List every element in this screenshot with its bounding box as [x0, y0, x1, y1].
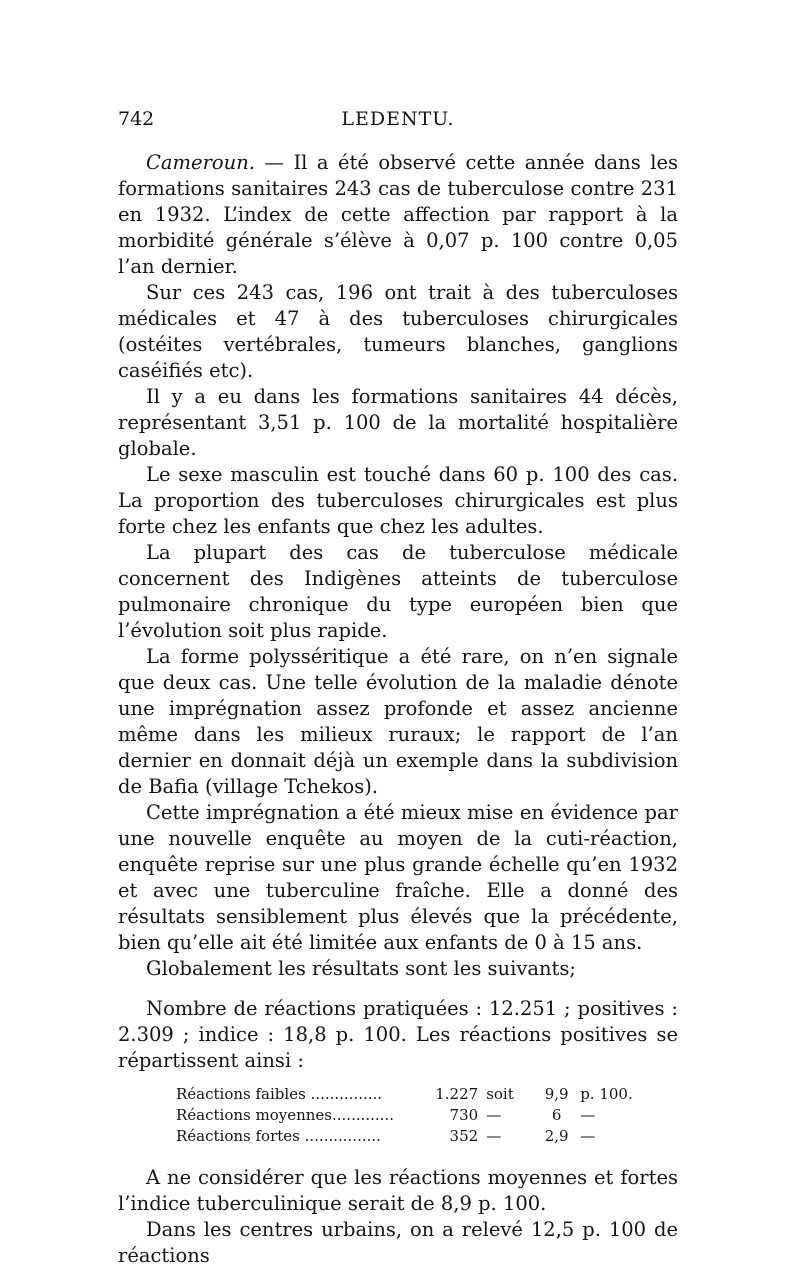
- reaction-label: Réactions faibles ...............: [176, 1085, 383, 1103]
- paragraph-spacer: [118, 982, 678, 996]
- table-row: [176, 1084, 646, 1105]
- paragraph: [118, 800, 678, 956]
- reaction-count: 1.227: [435, 1085, 479, 1103]
- paragraph: [118, 384, 678, 462]
- reaction-count: 352: [449, 1127, 479, 1145]
- reactions-table: [176, 1084, 646, 1147]
- reaction-unit: p. 100.: [580, 1085, 633, 1103]
- paragraph-text: La forme polysséritique a été rare, on n’en signale que deux cas. Une telle évolution de la maladie dénote une imprégnation assez profonde et assez ancienne même dans les milieux ruraux; le rapport de l’an dernier en donnait déjà un exemple dans la subdivision de Bafia (village Tchekos).: [118, 645, 678, 798]
- reaction-count: 730: [449, 1106, 479, 1124]
- paragraph: [118, 150, 678, 280]
- table-row: [176, 1105, 646, 1126]
- paragraph-text: Il y a eu dans les formations sanitaires 44 décès, représentant 3,51 p. 100 de la mortalité hospitalière globale.: [118, 385, 678, 460]
- paragraph-text: A ne considérer que les réactions moyennes et fortes l’indice tuberculinique serait de 8,9 p. 100.: [118, 1166, 678, 1215]
- paragraph: [118, 280, 678, 384]
- reaction-percent: 2,9: [544, 1127, 569, 1145]
- paragraph-text: — Il a été observé cette année dans les formations sanitaires 243 cas de tuberculose contre 231 en 1932. L’index de cette affection par rapport à la morbidité générale s’élève à 0,07 p. 100 contre 0,05 l’an dernier.: [118, 151, 678, 278]
- running-head: LEDENTU.: [341, 108, 455, 130]
- paragraph: [118, 644, 678, 800]
- reaction-percent: 6: [551, 1106, 562, 1124]
- paragraph-text: Globalement les résultats sont les suivants;: [146, 957, 576, 980]
- paragraph-text: Le sexe masculin est touché dans 60 p. 100 des cas. La proportion des tuberculoses chirurgicales est plus forte chez les enfants que chez les adultes.: [118, 463, 678, 538]
- paragraph: [118, 540, 678, 644]
- page-header: [118, 108, 678, 138]
- page-number: 742: [118, 108, 155, 130]
- paragraph: [118, 1217, 678, 1269]
- paragraph: [118, 462, 678, 540]
- paragraph-text: Sur ces 243 cas, 196 ont trait à des tuberculoses médicales et 47 à des tuberculoses chirurgicales (ostéites vertébrales, tumeurs blanches, ganglions caséifiés etc).: [118, 281, 678, 382]
- summary-paragraph: Nombre de réactions pratiquées : 12.251 ; positives : 2.309 ; indice : 18,8 p. 100. Les réactions positives se répartissent ainsi :: [118, 997, 678, 1072]
- reaction-label: Réactions fortes ................: [176, 1127, 381, 1145]
- table-row: [176, 1126, 646, 1147]
- reaction-unit: —: [580, 1106, 596, 1124]
- paragraph-text: Dans les centres urbains, on a relevé 12,5 p. 100 de réactions: [118, 1218, 678, 1267]
- reaction-separator: —: [486, 1106, 502, 1124]
- section-label: Cameroun.: [146, 151, 255, 174]
- reaction-label: Réactions moyennes.............: [176, 1106, 394, 1124]
- reaction-separator: —: [486, 1127, 502, 1145]
- paragraph-text: La plupart des cas de tuberculose médicale concernent des Indigènes atteints de tuberculose pulmonaire chronique du type européen bien que l’évolution soit plus rapide.: [118, 541, 678, 642]
- reaction-separator: soit: [486, 1085, 514, 1103]
- body-text: [118, 150, 678, 1269]
- paragraph-text: Cette imprégnation a été mieux mise en évidence par une nouvelle enquête au moyen de la cuti-réaction, enquête reprise sur une plus grande échelle qu’en 1932 et avec une tuberculine fraîche. Elle a donné des résultats sensiblement plus élevés que la précédente, bien qu’elle ait été limitée aux enfants de 0 à 15 ans.: [118, 801, 678, 954]
- reaction-percent: 9,9: [544, 1085, 569, 1103]
- reaction-unit: —: [580, 1127, 596, 1145]
- paragraph: [118, 1165, 678, 1217]
- paragraph: [118, 956, 678, 982]
